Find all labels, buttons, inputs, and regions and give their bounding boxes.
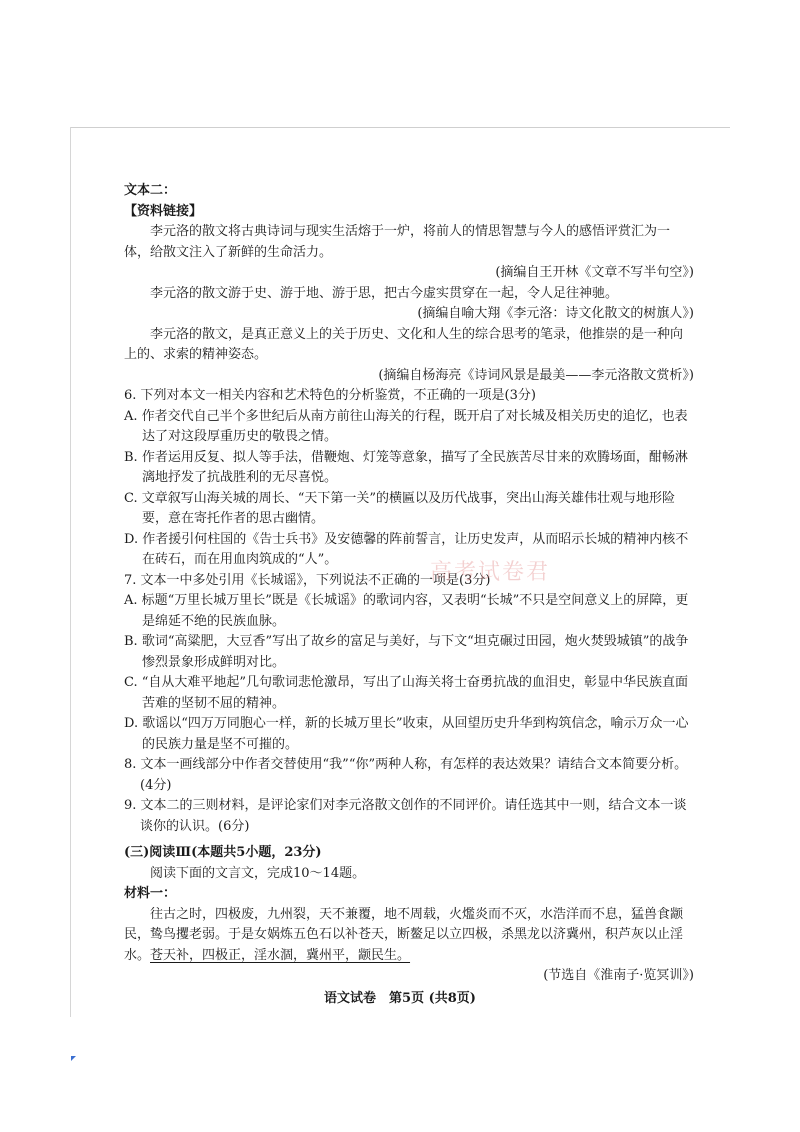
question-7-option-c: C. “自从大难平地起”几句歌词悲怆激昂，写出了山海关将士奋勇抗战的血泪史，彰显中华民族直面苦难的坚韧不屈的精神。 — [124, 675, 689, 711]
watermark: 高考试卷君 — [430, 560, 551, 585]
question-7-option-a: A. 标题“万里长城万里长”既是《长城谣》的歌词内容，又表明“长城”不只是空间意义上的屏障，更是绵延不绝的民族血脉。 — [124, 593, 689, 629]
exam-page — [124, 180, 694, 987]
text2-heading: 文本二： — [124, 183, 177, 198]
question-9: 9. 文本二的三则材料，是评论家们对李元洛散文创作的不同评价。请任选其中一则，结合文本一谈谈你的认识。(6分) — [124, 798, 687, 834]
material-3-text: 李元洛的散文，是真正意义上的关于历史、文化和人生的综合思考的笔录，他推崇的是一种向上的、求索的精神姿态。 — [124, 326, 684, 362]
question-7-option-d: D. 歌谣以“四万万同胞心一样，新的长城万里长”收束，从回望历史升华到构筑信念，喻示万众一心的民族力量是坚不可摧的。 — [124, 716, 689, 752]
material-2-source: (摘编自喻大翔《李元洛：诗文化散文的树旗人》) — [417, 306, 694, 321]
material-1-text: 李元洛的散文将古典诗词与现实生活熔于一炉，将前人的情思智慧与今人的感悟评赏汇为一体，给散文注入了新鲜的生命活力。 — [124, 224, 671, 260]
question-7-option-b: B. 歌词“高粱肥，大豆香”写出了故乡的富足与美好，与下文“坦克碾过田园，炮火焚毁城镇”的战争惨烈景象形成鲜明对比。 — [124, 634, 689, 670]
classical-text — [124, 905, 694, 967]
material-3-source: (摘编自杨海亮《诗词风景是最美——李元洛散文赏析》) — [378, 367, 694, 383]
section-3-instruction: 阅读下面的文言文，完成10～14题。 — [150, 865, 366, 881]
question-7-stem: 7. 文本一中多处引用《长城谣》，下列说法不正确的一项是(3分) — [124, 572, 491, 588]
material-1-source: (摘编自王开林《文章不写半句空》) — [495, 265, 694, 280]
question-6-stem: 6. 下列对本文一相关内容和艺术特色的分析鉴赏，不正确的一项是(3分) — [124, 388, 536, 403]
question-8: 8. 文本一画线部分中作者交替使用“我”“你”两种人称，有怎样的表达效果？请结合文本简要分析。(4分) — [124, 757, 688, 793]
page-frame-top — [70, 127, 730, 128]
material-label: 材料一： — [124, 886, 177, 901]
link-heading: 【资料链接】 — [124, 204, 203, 219]
corner-marker-icon — [71, 1056, 76, 1061]
question-6-option-a: A. 作者交代自己半个多世纪后从南方前往山海关的行程，既开启了对长城及相关历史的追忆，也表达了对这段厚重历史的敬畏之情。 — [124, 408, 688, 444]
classical-source: (节选自《淮南子·览冥训》) — [543, 968, 694, 983]
question-6-option-b: B. 作者运用反复、拟人等手法，借鞭炮、灯笼等意象，描写了全民族苦尽甘来的欢腾场面，酣畅淋漓地抒发了抗战胜利的无尽喜悦。 — [124, 449, 688, 485]
material-2-text: 李元洛的散文游于史、游于地、游于思，把古今虚实贯穿在一起，令人足往神驰。 — [150, 285, 619, 301]
question-6-option-d: D. 作者援引何柱国的《告士兵书》及安德馨的阵前誓言，让历史发声，从而昭示长城的精神内核不在砖石，而在用血肉筑成的“人”。 — [124, 531, 689, 567]
page-footer: 语文试卷 第5页 (共8页) — [324, 991, 476, 1006]
classical-text-underlined: 苍天补，四极正，淫水涸，冀州平，颛民生。 — [150, 947, 411, 963]
question-6-option-c: C. 文章叙写山海关城的周长、“天下第一关”的横匾以及历代战事，突出山海关雄伟壮观与地形险要，意在寄托作者的思古幽情。 — [124, 490, 676, 526]
classical-text-body: 往古之时，四极废，九州裂，天不兼覆，地不周载，火爁炎而不灭，水浩洋而不息，猛兽食颛民，鸷鸟攫老弱。于是女娲炼五色石以补苍天，断鳌足以立四极，杀黑龙以济冀州，积芦灰以止淫水。 — [124, 906, 684, 963]
section-3-title: (三)阅读Ⅲ(本题共5小题，23分) — [124, 845, 322, 860]
page-frame-left — [70, 127, 71, 1017]
